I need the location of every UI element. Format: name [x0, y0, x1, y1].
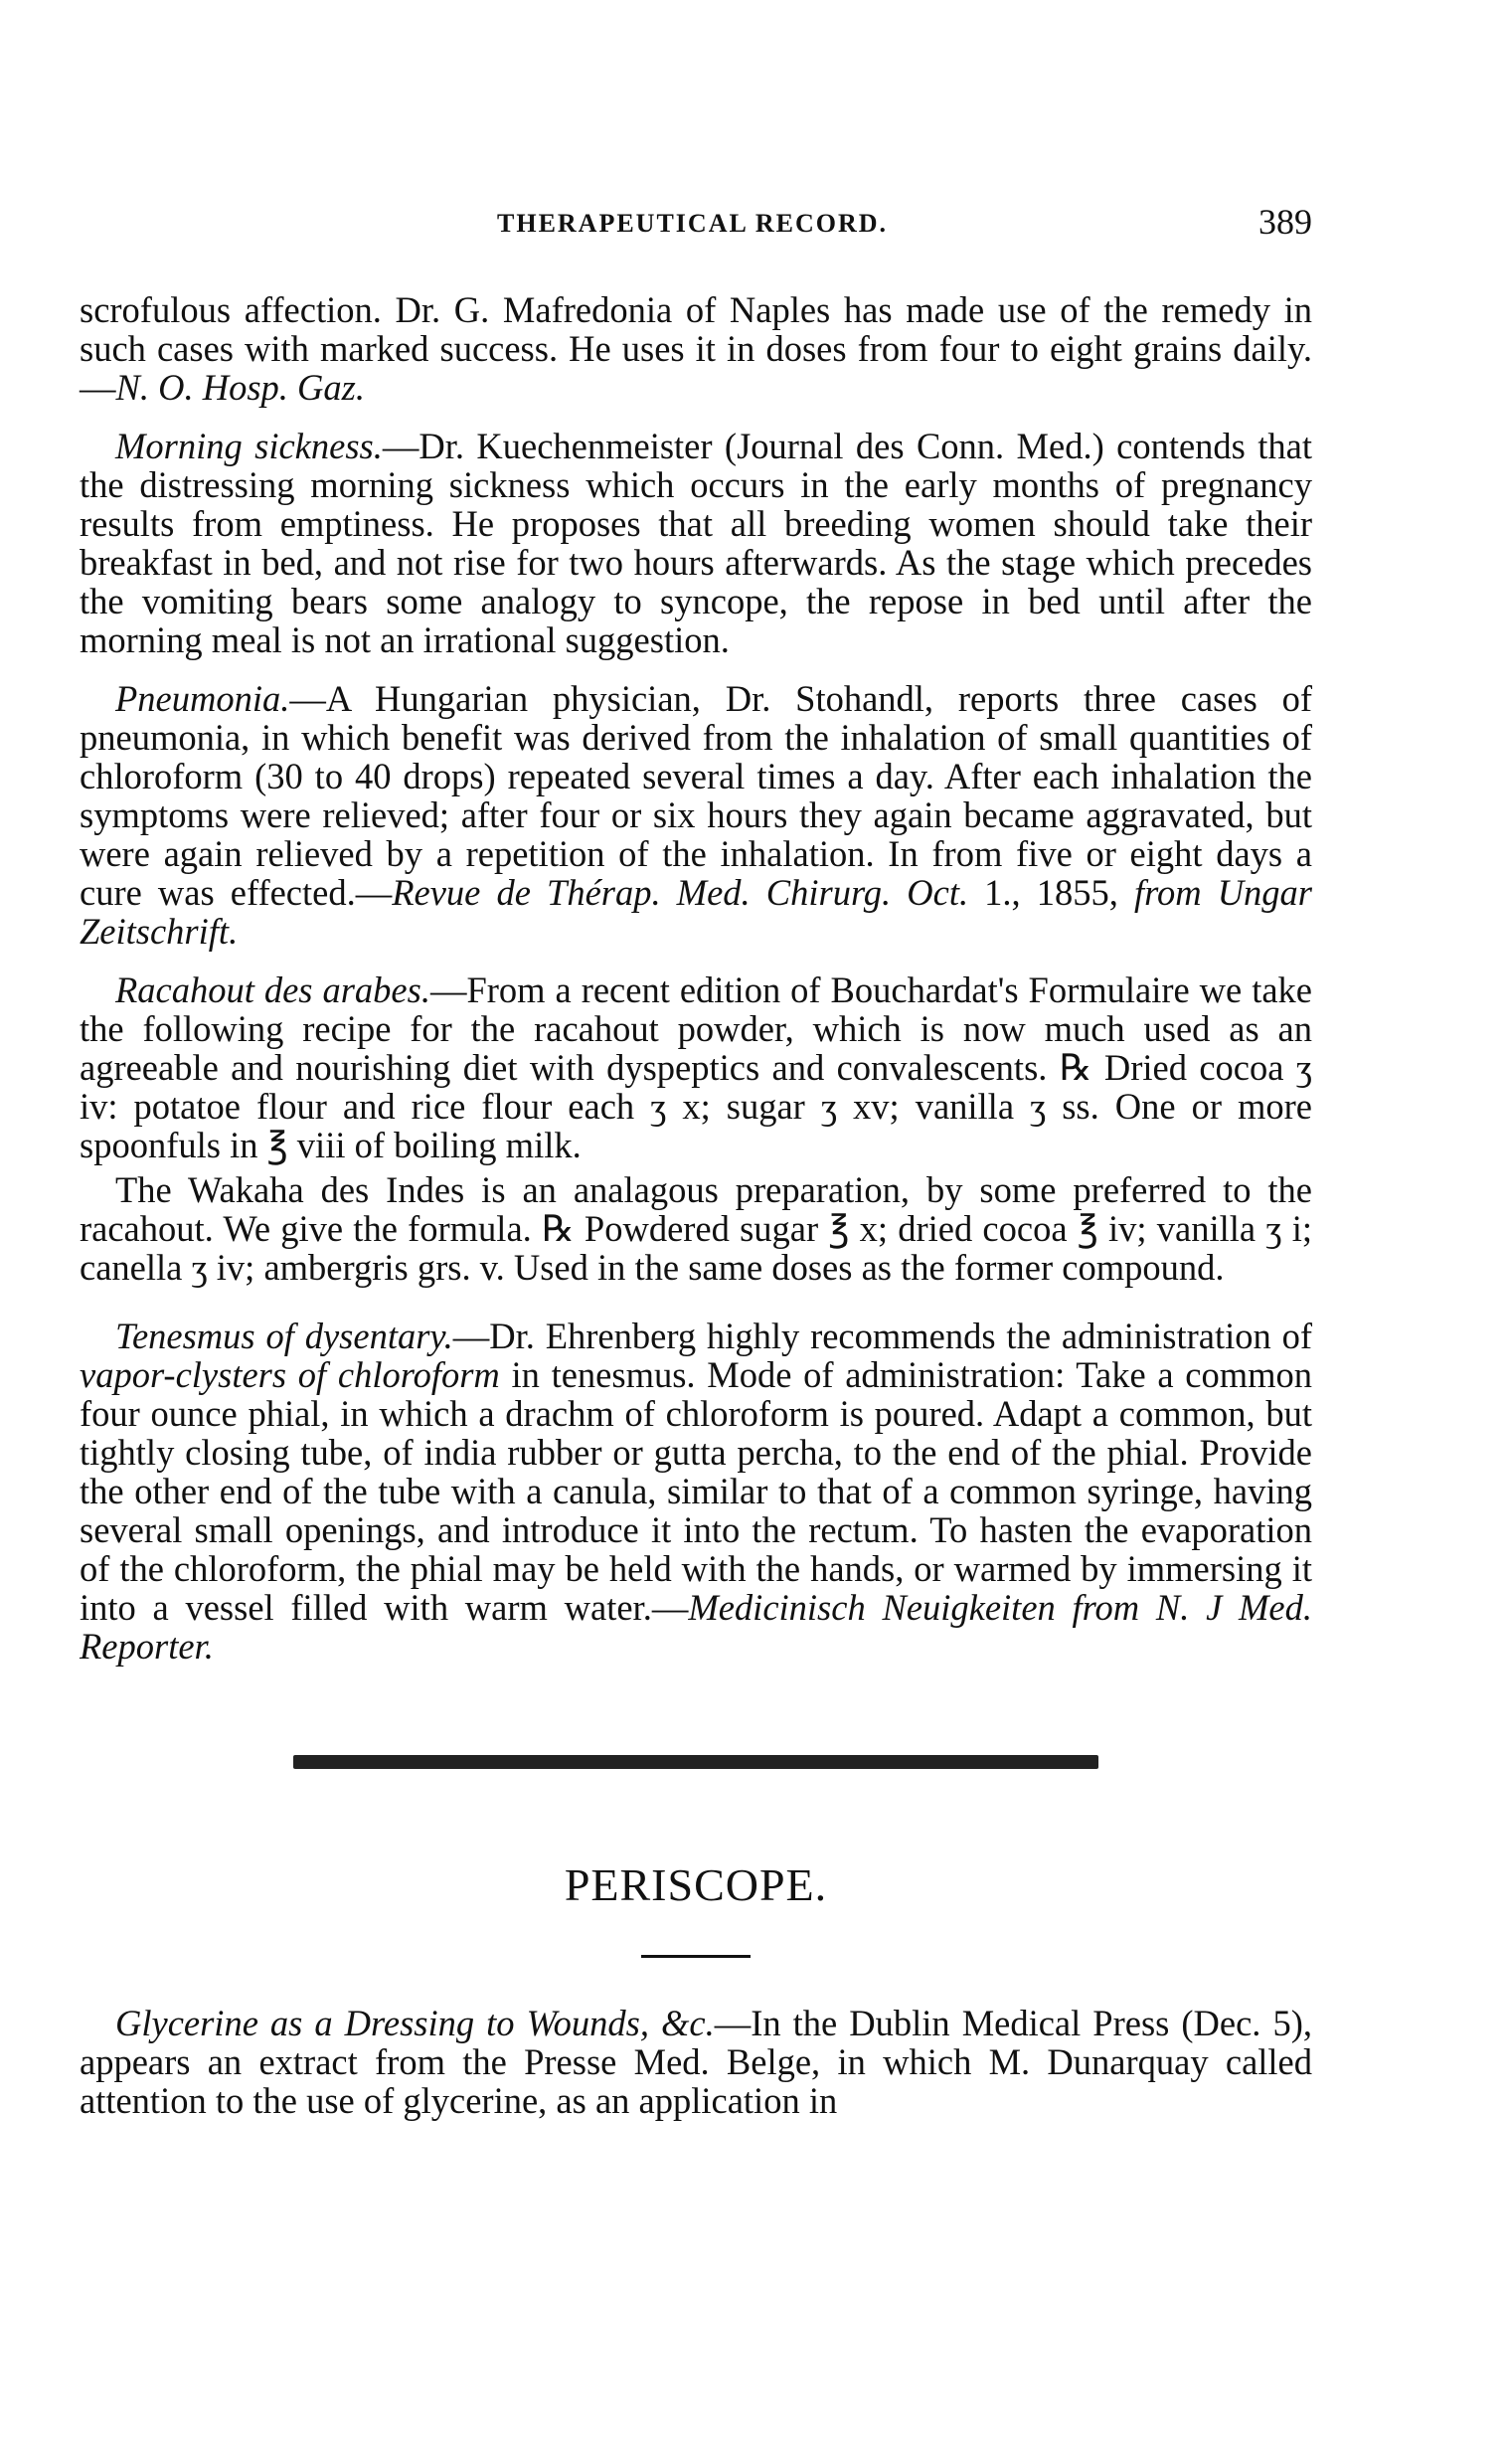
section-title: PERISCOPE.	[564, 1859, 828, 1910]
paragraph-text: —Dr. Ehrenberg highly recommends the administration of	[452, 1316, 1312, 1356]
source-citation: from Ungar Zeitschrift.	[80, 872, 1313, 952]
paragraph-racahout	[80, 970, 1312, 1164]
topic-heading: Tenesmus of dysentary.	[115, 1316, 453, 1356]
paragraph-text: scrofulous affection. Dr. G. Mafredonia of Naples has made use of the remedy in such cases with marked success. He uses it in doses from four to eight grains daily.—	[80, 289, 1312, 408]
topic-heading: Racahout des arabes.	[115, 969, 430, 1010]
paragraph-text: —In the Dublin Medical Press (Dec. 5), appears an extract from the Presse Med. Belge, in which M. Dunarquay called attention to the use of glycerine, as an application in	[80, 2003, 1312, 2121]
emphasis: vapor-clysters of chloroform	[80, 1354, 500, 1395]
paragraph-text: —A Hungarian physician, Dr. Stohandl, reports three cases of pneumonia, in which benefit was derived from the inhalation of small quantities of chloroform (30 to 40 drops) repeated several times a day. After each inhalation the symptoms were relieved; after four or six hours they again became aggravated, but were again relieved by a repetition of the inhalation. In from five or eight days a cure was effected.—	[80, 678, 1312, 913]
paragraph-scrofulous	[80, 290, 1312, 407]
topic-heading: Morning sickness.	[115, 426, 383, 466]
source-citation: Revue de Thérap. Med. Chirurg. Oct.	[392, 872, 969, 913]
paragraph-glycerine	[80, 2004, 1312, 2120]
paragraph-text: in tenesmus. Mode of administration: Take a common four ounce phial, in which a drachm of chloroform is poured. Adapt a common, but tightly closing tube, of india rubber or gutta percha, to the end of the phial. Provide the other end of the tube with a canula, similar to that of a common syringe, having several small openings, and introduce it into the rectum. To hasten the evaporation of the chloroform, the phial may be held with the hands, or warmed by immersing it into a vessel filled with warm water.—	[80, 1354, 1312, 1628]
source-citation: Medicinisch Neuigkeiten from N. J Med. Reporter.	[80, 1587, 1312, 1667]
citation-date: 1., 1855,	[968, 872, 1134, 913]
topic-heading: Glycerine as a Dressing to Wounds, &c.	[115, 2003, 715, 2043]
paragraph-tenesmus	[80, 1317, 1312, 1666]
source-citation: N. O. Hosp. Gaz.	[115, 367, 365, 408]
section-divider-thick	[293, 1755, 1098, 1769]
paragraph-wakaha	[80, 1170, 1312, 1287]
page-header	[80, 199, 1312, 249]
running-head: THERAPEUTICAL RECORD.	[497, 209, 889, 238]
topic-heading: Pneumonia.	[115, 678, 290, 719]
paragraph-morning-sickness	[80, 427, 1312, 659]
paragraph-text: The Wakaha des Indes is an analagous preparation, by some preferred to the racahout. We give the formula. ℞ Powdered sugar ℥ x; dried cocoa ℥ iv; vanilla ʒ i; canella ʒ iv; ambergris grs. v. Used in the same doses as the former compound.	[80, 1169, 1312, 1288]
paragraph-pneumonia	[80, 679, 1312, 951]
paragraph-text: —From a recent edition of Bouchardat's Formulaire we take the following recipe for the racahout powder, which is now much used as an agreeable and nourishing diet with dyspeptics and convalescents. ℞ Dried cocoa ʒ iv: potatoe flour and rice flour each ʒ x; sugar ʒ xv; vanilla ʒ ss. One or more spoonfuls in ℥ viii of boiling milk.	[80, 969, 1312, 1165]
section-divider-thin	[641, 1955, 751, 1958]
page	[80, 199, 1312, 2120]
paragraph-text: —Dr. Kuechenmeister (Journal des Conn. Med.) contends that the distressing morning sickness which occurs in the early months of pregnancy results from emptiness. He proposes that all breeding women should take their breakfast in bed, and not rise for two hours afterwards. As the stage which precedes the vomiting bears some analogy to syncope, the repose in bed until after the morning meal is not an irrational suggestion.	[80, 426, 1312, 660]
page-number: 389	[1258, 202, 1312, 242]
